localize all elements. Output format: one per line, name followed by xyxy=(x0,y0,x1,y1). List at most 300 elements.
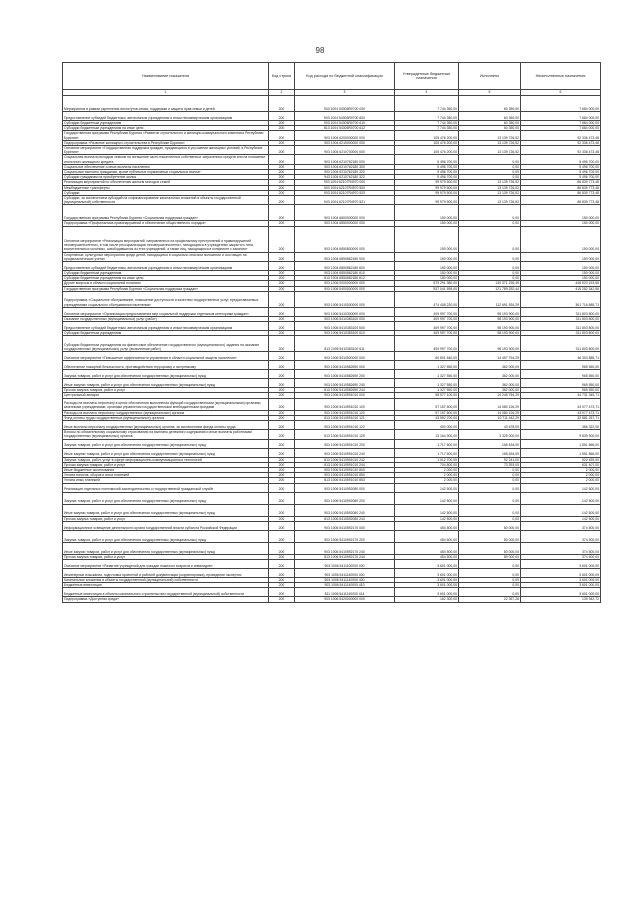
executed-amount-cell: 362 000,00 xyxy=(459,361,521,370)
column-index: 1 xyxy=(63,90,269,96)
unexecuted-amount-cell: 311 803 800,00 xyxy=(521,307,601,316)
unexecuted-amount-cell: 142 500,00 xyxy=(521,504,601,516)
class-code-cell: 903 1004 6850000000 000 xyxy=(295,221,395,226)
class-code-cell: 903 1006 5410000000 000 xyxy=(295,291,395,307)
class-code-cell: 903 1004 6210762180 000 xyxy=(295,155,395,164)
executed-amount-cell: 0,00 xyxy=(459,262,521,271)
unexecuted-amount-cell: 5 496 700,00 xyxy=(521,164,601,169)
unexecuted-amount-cell: 7 684 000,00 xyxy=(521,96,601,112)
row-code-cell: 200 xyxy=(269,140,295,145)
approved-amount-cell: 43 592 700,00 xyxy=(395,415,459,420)
row-name-cell: Бюджетные инвестиции xyxy=(63,583,269,588)
approved-amount-cell: 1 717 500,00 xyxy=(395,439,459,448)
row-code-cell: 200 xyxy=(269,205,295,221)
table-row xyxy=(63,146,601,155)
row-name-cell: Субсидии бюджетным учреждениям xyxy=(63,331,269,336)
header-unexecuted: Неисполненные назначения xyxy=(521,63,601,90)
row-code-cell: 200 xyxy=(269,483,295,492)
executed-amount-cell: 0,00 xyxy=(459,473,521,478)
unexecuted-amount-cell: 374 500,00 xyxy=(521,542,601,554)
executed-amount-cell: 98 193 900,00 xyxy=(459,316,521,321)
approved-amount-cell: 7 744 350,00 xyxy=(395,121,459,126)
class-code-cell: 813 1006 5410383100 611 xyxy=(295,336,395,352)
executed-amount-cell: 22 357,28 xyxy=(459,597,521,602)
unexecuted-amount-cell: 92 336 473,48 xyxy=(521,140,601,145)
row-name-cell: Социальная выплата молодым семьям на погашение части накопленных собственных затраченных средств или на погашение ипотечного жилищного кредита xyxy=(63,155,269,164)
class-code-cell: 903 1004 6850862180 000 xyxy=(295,252,395,261)
row-code-cell: 200 xyxy=(269,96,295,112)
class-code-cell: 903 1006 5411100000 000 xyxy=(295,559,395,568)
row-name-cell: Взносы по обязательному социальному страхованию на выплаты денежного содержания и иные выплаты работникам государственных (муниципальных) органов xyxy=(63,430,269,439)
class-code-cell: 903 1004 6210000000 000 xyxy=(295,140,395,145)
unexecuted-amount-cell: 415 252 342,56 xyxy=(521,286,601,291)
class-code-cell: 903 1004 6210762180 300 xyxy=(295,164,395,169)
executed-amount-cell: 0,00 xyxy=(459,588,521,597)
executed-amount-cell: 0,00 xyxy=(459,276,521,281)
table-row xyxy=(63,448,601,457)
approved-amount-cell: 3 601 000,00 xyxy=(395,559,459,568)
unexecuted-amount-cell: 311 803 800,00 xyxy=(521,336,601,352)
row-code-cell: 200 xyxy=(269,175,295,180)
class-code-cell: 903 1006 5410591010 100 xyxy=(295,398,395,410)
class-code-cell: 903 1006 5410383100 600 xyxy=(295,322,395,331)
row-code-cell: 200 xyxy=(269,180,295,185)
table-row xyxy=(63,131,601,140)
approved-amount-cell: 142 500,00 xyxy=(395,492,459,504)
row-name-cell: Закупка товаров, работ и услуг для обеспечения государственных (муниципальных) нужд xyxy=(63,492,269,504)
approved-amount-cell: 142 500,00 xyxy=(395,504,459,516)
executed-amount-cell: 14 497 754,29 xyxy=(459,352,521,361)
table-row xyxy=(63,252,601,261)
row-code-cell: 200 xyxy=(269,336,295,352)
table-row xyxy=(63,398,601,410)
unexecuted-amount-cell: 5 496 700,00 xyxy=(521,155,601,164)
row-code-cell: 200 xyxy=(269,588,295,597)
row-code-cell: 200 xyxy=(269,542,295,554)
executed-amount-cell: 80 000,00 xyxy=(459,521,521,530)
class-code-cell: 903 1006 5410592170 000 xyxy=(295,521,395,530)
row-name-cell: Субсидии бюджетным учреждениям xyxy=(63,121,269,126)
executed-amount-cell: 0,00 xyxy=(459,577,521,582)
unexecuted-amount-cell: 43 077 473,71 xyxy=(521,410,601,415)
class-code-cell: 903 1006 5410591010 000 xyxy=(295,393,395,398)
row-name-cell: Прочая закупка товаров, работ и услуг xyxy=(63,462,269,467)
class-code-cell: 903 1006 5410591010 240 xyxy=(295,448,395,457)
unexecuted-amount-cell: 311 803 800,00 xyxy=(521,331,601,336)
table-row xyxy=(63,483,601,492)
class-code-cell: 943 1004 62107R4970 521 xyxy=(295,196,395,205)
class-code-cell: 813 1006 5410582690 244 xyxy=(295,388,395,393)
class-code-cell: 903 1006 5410592170 240 xyxy=(295,542,395,554)
class-code-cell: 813 1006 5410592080 244 xyxy=(295,516,395,521)
class-code-cell: 813 1006 5410592170 244 xyxy=(295,554,395,559)
unexecuted-amount-cell: 361 716 685,71 xyxy=(521,291,601,307)
class-code-cell: 813 1006 5410591010 853 xyxy=(295,478,395,483)
row-name-cell: Основное мероприятие «Повышение эффективности управления в области социальной защиты населения» xyxy=(63,352,269,361)
class-code-cell: 903 1006 5420000000 000 xyxy=(295,597,395,602)
row-code-cell: 200 xyxy=(269,190,295,195)
column-index: 4 xyxy=(395,90,459,96)
executed-amount-cell: 98 193 900,00 xyxy=(459,336,521,352)
table-row xyxy=(63,588,601,597)
row-name-cell: Основное мероприятие «Развитие учреждений для граждан пожилого возраста и инвалидов» xyxy=(63,559,269,568)
column-index: 6 xyxy=(521,90,601,96)
header-class-code: Код расхода по бюджетной классификации xyxy=(295,63,395,90)
class-code-cell: 943 1004 6210762180 322 xyxy=(295,175,395,180)
row-code-cell: 200 xyxy=(269,316,295,321)
class-code-cell: 903 1006 5410383100 610 xyxy=(295,331,395,336)
row-name-cell: Центральный аппарат xyxy=(63,393,269,398)
approved-amount-cell: 5 496 700,00 xyxy=(395,164,459,169)
executed-amount-cell: 362 000,00 xyxy=(459,388,521,393)
approved-amount-cell: 99 979 500,00 xyxy=(395,196,459,205)
class-code-cell: 903 1006 5410592080 240 xyxy=(295,504,395,516)
row-name-cell: Прочая закупка товаров, работ и услуг xyxy=(63,388,269,393)
row-code-cell: 200 xyxy=(269,554,295,559)
table-row xyxy=(63,430,601,439)
row-name-cell: Уплата иных платежей xyxy=(63,478,269,483)
row-code-cell: 200 xyxy=(269,492,295,504)
unexecuted-amount-cell: 965 550,00 xyxy=(521,361,601,370)
unexecuted-amount-cell: 5 496 700,00 xyxy=(521,175,601,180)
class-code-cell: 903 1006 5410582690 240 xyxy=(295,379,395,388)
unexecuted-amount-cell: 150 000,00 xyxy=(521,205,601,221)
approved-amount-cell: 537 041 595,00 xyxy=(395,286,459,291)
approved-amount-cell: 5 496 700,00 xyxy=(395,170,459,175)
executed-amount-cell: 60 350,00 xyxy=(459,112,521,121)
column-index: 3 xyxy=(295,90,395,96)
unexecuted-amount-cell: 7 684 000,00 xyxy=(521,126,601,131)
class-code-cell: 903 1006 5411140000 000 xyxy=(295,568,395,577)
executed-amount-cell: 362 000,00 xyxy=(459,370,521,379)
row-code-cell: 200 xyxy=(269,185,295,190)
row-name-cell: Закупка товаров, работ и услуг для обеспечения государственных (муниципальных) нужд xyxy=(63,439,269,448)
row-code-cell: 200 xyxy=(269,331,295,336)
row-name-cell: Иные закупки товаров, работ и услуг для обеспечения государственных (муниципальных) нужд xyxy=(63,379,269,388)
executed-amount-cell: 112 691 534,29 xyxy=(459,291,521,307)
row-code-cell: 200 xyxy=(269,155,295,164)
executed-amount-cell: 13 139 726,52 xyxy=(459,196,521,205)
approved-amount-cell: 2 000,00 xyxy=(395,467,459,472)
unexecuted-amount-cell: 3 601 000,00 xyxy=(521,583,601,588)
class-code-cell: 903 1006 5411140000 410 xyxy=(295,583,395,588)
row-code-cell: 200 xyxy=(269,307,295,316)
row-name-cell: Реализация отдельных полномочий законодательства о государственной гражданской службе xyxy=(63,483,269,492)
approved-amount-cell: 7 744 350,00 xyxy=(395,96,459,112)
unexecuted-amount-cell: 86 839 773,48 xyxy=(521,196,601,205)
table-row xyxy=(63,379,601,388)
approved-amount-cell: 400 000,00 xyxy=(395,421,459,430)
executed-amount-cell: 0,00 xyxy=(459,483,521,492)
executed-amount-cell: 60 350,00 xyxy=(459,121,521,126)
row-name-cell: Реализация мероприятий по обеспечению жильем молодых семей xyxy=(63,180,269,185)
table-row xyxy=(63,352,601,361)
approved-amount-cell: 409 997 700,00 xyxy=(395,336,459,352)
unexecuted-amount-cell: 965 550,00 xyxy=(521,370,601,379)
unexecuted-amount-cell: 448 920 153,55 xyxy=(521,281,601,286)
table-row xyxy=(63,530,601,542)
approved-amount-cell: 150 000,00 xyxy=(395,276,459,281)
row-code-cell: 200 xyxy=(269,568,295,577)
approved-amount-cell: 99 979 500,00 xyxy=(395,190,459,195)
row-code-cell: 200 xyxy=(269,121,295,126)
executed-amount-cell: 10 711 442,29 xyxy=(459,415,521,420)
row-name-cell: Подпрограмма «Профилактика правонарушений и обеспечение общественного порядка» xyxy=(63,221,269,226)
row-name-cell: Закупка товаров, работ и услуг для обеспечения государственных (муниципальных) нужд xyxy=(63,530,269,542)
approved-amount-cell: 99 979 500,00 xyxy=(395,180,459,185)
unexecuted-amount-cell: 150 000,00 xyxy=(521,271,601,276)
executed-amount-cell: 80 000,00 xyxy=(459,530,521,542)
row-name-cell: Иные закупки товаров, работ и услуг для обеспечения государственных (муниципальных) нужд xyxy=(63,448,269,457)
class-code-cell: 813 1006 5410591010 244 xyxy=(295,462,395,467)
row-code-cell: 200 xyxy=(269,286,295,291)
executed-amount-cell: 0,00 xyxy=(459,205,521,221)
class-code-cell: 903 1006 5410592170 200 xyxy=(295,530,395,542)
unexecuted-amount-cell: 150 000,00 xyxy=(521,226,601,252)
approved-amount-cell: 1 327 550,00 xyxy=(395,379,459,388)
header-executed: Исполнено xyxy=(459,63,521,90)
unexecuted-amount-cell: 7 684 000,00 xyxy=(521,112,601,121)
approved-amount-cell: 105 476 200,00 xyxy=(395,146,459,155)
table-row xyxy=(63,504,601,516)
approved-amount-cell: 7 744 350,00 xyxy=(395,112,459,121)
row-name-cell: Предоставление субсидий бюджетным, автономным учреждениям и иным некоммерческим организациям xyxy=(63,112,269,121)
approved-amount-cell: 579 291 380,00 xyxy=(395,281,459,286)
executed-amount-cell: 0,00 xyxy=(459,568,521,577)
unexecuted-amount-cell: 86 839 773,48 xyxy=(521,180,601,185)
row-name-cell: Инженерные изыскания, подготовка проектной и рабочей документации (корректировка), проведение экспертиз xyxy=(63,568,269,577)
row-code-cell: 200 xyxy=(269,252,295,261)
approved-amount-cell: 5 496 700,00 xyxy=(395,155,459,164)
row-name-cell: Обеспечение пожарной безопасности, противодействия терроризму и экстремизму xyxy=(63,361,269,370)
class-code-cell: 813 1006 5410591010 129 xyxy=(295,430,395,439)
approved-amount-cell: 150 000,00 xyxy=(395,271,459,276)
row-code-cell: 200 xyxy=(269,398,295,410)
approved-amount-cell: 409 997 700,00 xyxy=(395,316,459,321)
class-code-cell: 903 1004 6850862180 600 xyxy=(295,262,395,271)
table-row xyxy=(63,361,601,370)
executed-amount-cell: 13 139 726,52 xyxy=(459,190,521,195)
approved-amount-cell: 150 000,00 xyxy=(395,221,459,226)
row-name-cell: Уплата налогов, сборов и иных платежей xyxy=(63,473,269,478)
class-code-cell: 811 1006 5411140000 414 xyxy=(295,588,395,597)
row-code-cell: 200 xyxy=(269,370,295,379)
executed-amount-cell: 0,00 xyxy=(459,492,521,504)
class-code-cell: 903 1006 5410591010 200 xyxy=(295,439,395,448)
class-code-cell: 903 1004 54306R0700 000 xyxy=(295,96,395,112)
unexecuted-amount-cell: 311 803 800,00 xyxy=(521,316,601,321)
row-code-cell: 200 xyxy=(269,379,295,388)
row-name-cell: Капитальные вложения в объекты государственной (муниципальной) собственности xyxy=(63,577,269,582)
row-name-cell: Подпрограмма «Социальное обслуживание, повышение доступности и качества государственных услуг, предоставляемых учреждениями социального обслуживания населения» xyxy=(63,291,269,307)
approved-amount-cell: 7 744 350,00 xyxy=(395,126,459,131)
executed-amount-cell: 0,00 xyxy=(459,504,521,516)
unexecuted-amount-cell: 965 550,00 xyxy=(521,388,601,393)
executed-amount-cell: 0,00 xyxy=(459,155,521,164)
row-code-cell: 200 xyxy=(269,421,295,430)
table-row xyxy=(63,336,601,352)
unexecuted-amount-cell: 142 500,00 xyxy=(521,483,601,492)
class-code-cell: 903 1004 6210700000 000 xyxy=(295,146,395,155)
executed-amount-cell: 0,00 xyxy=(459,164,521,169)
row-code-cell: 200 xyxy=(269,361,295,370)
executed-amount-cell: 0,00 xyxy=(459,271,521,276)
unexecuted-amount-cell: 311 803 800,00 xyxy=(521,322,601,331)
executed-amount-cell: 92 241,00 xyxy=(459,457,521,462)
executed-amount-cell: 0,00 xyxy=(459,221,521,226)
class-code-cell: 903 1006 5410500000 000 xyxy=(295,352,395,361)
class-code-cell: 903 1006 5410591010 800 xyxy=(295,467,395,472)
row-name-cell: Государственная программа Республики Бурятия «Социальная поддержка граждан» xyxy=(63,286,269,291)
class-code-cell: 903 1006 5410591010 120 xyxy=(295,410,395,415)
row-name-cell: Субсидии бюджетным учреждениям на финансовое обеспечение государственного (муниципального) задания на оказание государственных (муниципальных) услуг (выполнение работ) xyxy=(63,336,269,352)
row-name-cell: Подпрограмма «Развитие жилищного строительства в Республике Бурятия» xyxy=(63,140,269,145)
row-name-cell: Прочая закупка товаров, работ и услуг xyxy=(63,554,269,559)
unexecuted-amount-cell: 86 839 773,48 xyxy=(521,185,601,190)
table-row xyxy=(63,568,601,577)
row-code-cell: 200 xyxy=(269,352,295,361)
page-number: 98 xyxy=(315,46,325,55)
row-name-cell: Государственная программа Республики Бурятия «Развитие строительного и жилищно-коммунального комплекса Республики Бурятия» xyxy=(63,131,269,140)
executed-amount-cell: 13 139 726,52 xyxy=(459,140,521,145)
approved-amount-cell: 1 327 550,00 xyxy=(395,370,459,379)
approved-amount-cell: 5 496 700,00 xyxy=(395,175,459,180)
class-code-cell: 813 1006 5410591010 242 xyxy=(295,457,395,462)
row-code-cell: 200 xyxy=(269,196,295,205)
class-code-cell: 903 1006 5410592080 000 xyxy=(295,483,395,492)
table-row xyxy=(63,112,601,121)
table-row xyxy=(63,205,601,221)
unexecuted-amount-cell: 142 500,00 xyxy=(521,516,601,521)
approved-amount-cell: 57 157 600,00 xyxy=(395,398,459,410)
table-row xyxy=(63,322,601,331)
approved-amount-cell: 454 500,00 xyxy=(395,521,459,530)
row-name-cell: Субсидии гражданам на приобретение жилья xyxy=(63,175,269,180)
approved-amount-cell: 3 601 000,00 xyxy=(395,588,459,597)
row-name-cell: Другие вопросы в области социальной политики xyxy=(63,281,269,286)
class-code-cell: 903 1006 5410591010 850 xyxy=(295,473,395,478)
approved-amount-cell: 150 000,00 xyxy=(395,226,459,252)
executed-amount-cell: 0,00 xyxy=(459,467,521,472)
unexecuted-amount-cell: 356 322,00 xyxy=(521,421,601,430)
row-code-cell: 200 xyxy=(269,221,295,226)
unexecuted-amount-cell: 139 942,72 xyxy=(521,597,601,602)
executed-amount-cell: 0,00 xyxy=(459,170,521,175)
executed-amount-cell: 0,00 xyxy=(459,559,521,568)
table-row xyxy=(63,370,601,379)
approved-amount-cell: 3 601 000,00 xyxy=(395,577,459,582)
class-code-cell: 903 1006 5410582690 000 xyxy=(295,361,395,370)
approved-amount-cell: 2 000,00 xyxy=(395,478,459,483)
class-code-cell: 903 1006 0000000000 000 xyxy=(295,281,395,286)
executed-amount-cell: 14 245 754,29 xyxy=(459,393,521,398)
column-index: 5 xyxy=(459,90,521,96)
row-code-cell: 200 xyxy=(269,146,295,155)
row-code-cell: 200 xyxy=(269,473,295,478)
approved-amount-cell: 99 979 500,00 xyxy=(395,185,459,190)
approved-amount-cell: 3 601 000,00 xyxy=(395,583,459,588)
row-name-cell: Закупка товаров, работ и услуг для обеспечения государственных (муниципальных) нужд xyxy=(63,370,269,379)
executed-amount-cell: 0,00 xyxy=(459,175,521,180)
row-code-cell: 200 xyxy=(269,262,295,271)
unexecuted-amount-cell: 5 496 700,00 xyxy=(521,170,601,175)
table-row xyxy=(63,226,601,252)
class-code-cell: 903 1006 5410582690 200 xyxy=(295,370,395,379)
class-code-cell: 903 1004 54306R0700 610 xyxy=(295,121,395,126)
row-code-cell: 200 xyxy=(269,521,295,530)
unexecuted-amount-cell: 150 000,00 xyxy=(521,221,601,226)
row-code-cell: 200 xyxy=(269,457,295,462)
row-code-cell: 200 xyxy=(269,393,295,398)
unexecuted-amount-cell: 92 336 473,48 xyxy=(521,131,601,140)
class-code-cell: 903 1004 62107R4970 520 xyxy=(295,190,395,195)
unexecuted-amount-cell: 965 550,00 xyxy=(521,379,601,388)
executed-amount-cell: 80 000,00 xyxy=(459,554,521,559)
unexecuted-amount-cell: 92 336 473,48 xyxy=(521,146,601,155)
executed-amount-cell: 98 193 900,00 xyxy=(459,331,521,336)
executed-amount-cell: 130 371 226,45 xyxy=(459,281,521,286)
row-code-cell: 200 xyxy=(269,112,295,121)
row-name-cell: Основное мероприятие «Государственная поддержка граждан, нуждающихся в улучшении жилищных условий, в Республике Бурятия» xyxy=(63,146,269,155)
row-code-cell: 200 xyxy=(269,462,295,467)
row-code-cell: 200 xyxy=(269,597,295,602)
executed-amount-cell: 73 393,00 xyxy=(459,462,521,467)
executed-amount-cell: 60 350,00 xyxy=(459,96,521,112)
unexecuted-amount-cell: 150 000,00 xyxy=(521,276,601,281)
row-code-cell: 200 xyxy=(269,559,295,568)
approved-amount-cell: 3 601 000,00 xyxy=(395,568,459,577)
approved-amount-cell: 58 977 100,00 xyxy=(395,393,459,398)
class-code-cell: 903 1006 5410383100 000 xyxy=(295,316,395,321)
executed-amount-cell: 13 139 726,52 xyxy=(459,180,521,185)
unexecuted-amount-cell: 150 000,00 xyxy=(521,252,601,261)
row-name-cell: Прочая закупка товаров, работ и услуг xyxy=(63,516,269,521)
approved-amount-cell: 409 997 700,00 xyxy=(395,307,459,316)
unexecuted-amount-cell: 1 551 866,00 xyxy=(521,439,601,448)
row-code-cell: 200 xyxy=(269,226,295,252)
class-code-cell: 903 1004 6200000000 000 xyxy=(295,131,395,140)
row-name-cell: Социальное обеспечение и иные выплаты населению xyxy=(63,164,269,169)
class-code-cell: 813 1004 54306R0700 612 xyxy=(295,126,395,131)
class-code-cell: 903 1004 6850800000 000 xyxy=(295,226,395,252)
unexecuted-amount-cell: 920 459,00 xyxy=(521,457,601,462)
row-code-cell: 200 xyxy=(269,410,295,415)
approved-amount-cell: 150 000,00 xyxy=(395,205,459,221)
executed-amount-cell: 0,00 xyxy=(459,252,521,261)
row-name-cell: Подпрограмма «Доступная среда» xyxy=(63,597,269,602)
class-code-cell: 903 1006 5400000000 000 xyxy=(295,286,395,291)
approved-amount-cell: 454 500,00 xyxy=(395,554,459,559)
unexecuted-amount-cell: 374 500,00 xyxy=(521,554,601,559)
row-code-cell: 200 xyxy=(269,126,295,131)
row-name-cell: Субсидии бюджетным учреждениям xyxy=(63,271,269,276)
row-name-cell: Фонд оплаты труда государственных (муниципальных) органов xyxy=(63,415,269,420)
executed-amount-cell: 14 080 126,29 xyxy=(459,410,521,415)
approved-amount-cell: 60 801 640,00 xyxy=(395,352,459,361)
row-code-cell: 200 xyxy=(269,415,295,420)
table-row xyxy=(63,559,601,568)
column-index: 2 xyxy=(269,90,295,96)
row-code-cell: 200 xyxy=(269,322,295,331)
row-name-cell: Основное мероприятие «Организация предоставления мер социальной поддержки отдельным категориям граждан» xyxy=(63,307,269,316)
approved-amount-cell: 409 997 700,00 xyxy=(395,322,459,331)
row-name-cell: Бюджетные инвестиции в объекты капитального строительства государственной (муниципальной) собственности xyxy=(63,588,269,597)
approved-amount-cell: 150 000,00 xyxy=(395,262,459,271)
class-code-cell: 903 1004 54306R0700 600 xyxy=(295,112,395,121)
executed-amount-cell: 13 139 726,52 xyxy=(459,131,521,140)
unexecuted-amount-cell: 2 000,00 xyxy=(521,473,601,478)
row-code-cell: 200 xyxy=(269,281,295,286)
